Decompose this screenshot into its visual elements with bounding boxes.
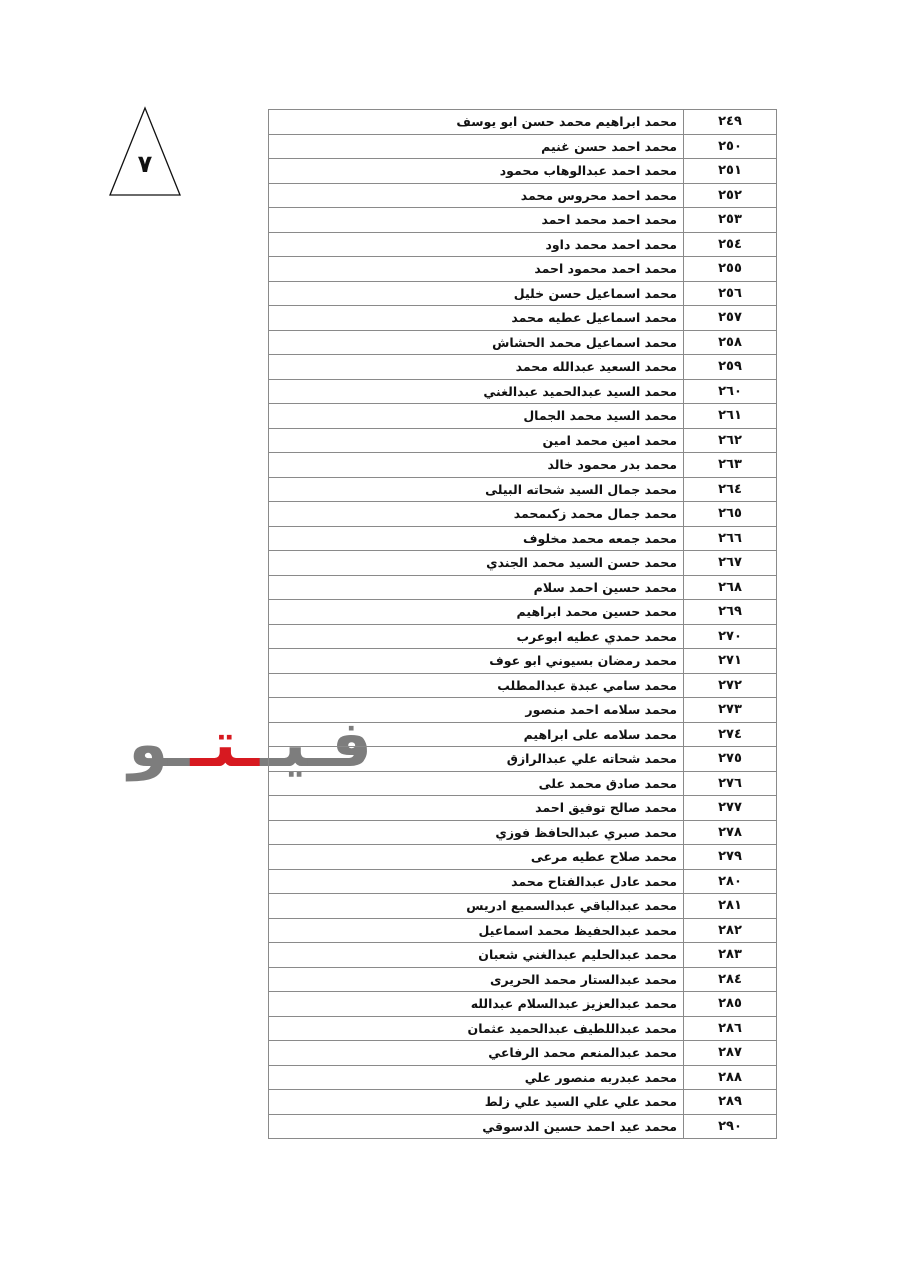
name-cell: محمد حسين محمد ابراهيم bbox=[269, 600, 684, 625]
name-cell: محمد جمال السيد شحاته البيلى bbox=[269, 477, 684, 502]
row-number-cell: ٢٨١ bbox=[684, 894, 777, 919]
page-number: ٧ bbox=[137, 150, 153, 178]
row-number-cell: ٢٧٤ bbox=[684, 722, 777, 747]
table-row bbox=[269, 673, 777, 698]
row-number-cell: ٢٦٠ bbox=[684, 379, 777, 404]
row-number-cell: ٢٧٦ bbox=[684, 771, 777, 796]
name-cell: محمد صبري عبدالحافظ فوزي bbox=[269, 820, 684, 845]
page-number-badge bbox=[108, 106, 182, 198]
row-number-cell: ٢٨٢ bbox=[684, 918, 777, 943]
table-row bbox=[269, 722, 777, 747]
table-row bbox=[269, 551, 777, 576]
name-cell: محمد حسن السيد محمد الجندي bbox=[269, 551, 684, 576]
name-cell: محمد عبدربه منصور علي bbox=[269, 1065, 684, 1090]
table-row bbox=[269, 281, 777, 306]
table-row bbox=[269, 1114, 777, 1139]
name-cell: محمد السيد محمد الجمال bbox=[269, 404, 684, 429]
row-number-cell: ٢٥٧ bbox=[684, 306, 777, 331]
table-row bbox=[269, 796, 777, 821]
name-cell: محمد سلامه احمد منصور bbox=[269, 698, 684, 723]
row-number-cell: ٢٦٢ bbox=[684, 428, 777, 453]
row-number-cell: ٢٨٥ bbox=[684, 992, 777, 1017]
row-number-cell: ٢٦٥ bbox=[684, 502, 777, 527]
name-cell: محمد احمد محمود احمد bbox=[269, 257, 684, 282]
name-cell: محمد عبدالحليم عبدالغني شعبان bbox=[269, 943, 684, 968]
table-row bbox=[269, 943, 777, 968]
name-cell: محمد عبدالمنعم محمد الرفاعي bbox=[269, 1041, 684, 1066]
name-cell: محمد احمد حسن غنيم bbox=[269, 134, 684, 159]
table-row bbox=[269, 477, 777, 502]
row-number-cell: ٢٦٧ bbox=[684, 551, 777, 576]
row-number-cell: ٢٨٠ bbox=[684, 869, 777, 894]
row-number-cell: ٢٨٣ bbox=[684, 943, 777, 968]
name-cell: محمد سلامه على ابراهيم bbox=[269, 722, 684, 747]
row-number-cell: ٢٦٤ bbox=[684, 477, 777, 502]
table-row bbox=[269, 257, 777, 282]
name-cell: محمد عادل عبدالفتاح محمد bbox=[269, 869, 684, 894]
table-row bbox=[269, 306, 777, 331]
name-cell: محمد سامي عبدة عبدالمطلب bbox=[269, 673, 684, 698]
row-number-cell: ٢٧٢ bbox=[684, 673, 777, 698]
row-number-cell: ٢٧٠ bbox=[684, 624, 777, 649]
row-number-cell: ٢٧٣ bbox=[684, 698, 777, 723]
table-row bbox=[269, 159, 777, 184]
row-number-cell: ٢٥٩ bbox=[684, 355, 777, 380]
table-row bbox=[269, 379, 777, 404]
table-row bbox=[269, 771, 777, 796]
table-row bbox=[269, 134, 777, 159]
table-row bbox=[269, 918, 777, 943]
name-cell: محمد احمد محمد احمد bbox=[269, 208, 684, 233]
watermark-logo: فـيــتــو bbox=[128, 708, 372, 782]
table-row bbox=[269, 1090, 777, 1115]
name-cell: محمد السيد عبدالحميد عبدالغني bbox=[269, 379, 684, 404]
table-row bbox=[269, 526, 777, 551]
table-row bbox=[269, 820, 777, 845]
names-table bbox=[268, 109, 777, 1139]
row-number-cell: ٢٨٦ bbox=[684, 1016, 777, 1041]
table-row bbox=[269, 869, 777, 894]
table-row bbox=[269, 453, 777, 478]
name-cell: محمد عيد احمد حسين الدسوقي bbox=[269, 1114, 684, 1139]
name-cell: محمد عبدالعزيز عبدالسلام عبدالله bbox=[269, 992, 684, 1017]
row-number-cell: ٢٦٨ bbox=[684, 575, 777, 600]
row-number-cell: ٢٥١ bbox=[684, 159, 777, 184]
table-row bbox=[269, 600, 777, 625]
name-cell: محمد علي علي السيد علي زلط bbox=[269, 1090, 684, 1115]
table-row bbox=[269, 624, 777, 649]
table-row bbox=[269, 183, 777, 208]
row-number-cell: ٢٥٢ bbox=[684, 183, 777, 208]
name-cell: محمد حسين احمد سلام bbox=[269, 575, 684, 600]
table-row bbox=[269, 1065, 777, 1090]
row-number-cell: ٢٦٦ bbox=[684, 526, 777, 551]
names-table-body bbox=[269, 110, 777, 1139]
row-number-cell: ٢٥٦ bbox=[684, 281, 777, 306]
name-cell: محمد صلاح عطيه مرعى bbox=[269, 845, 684, 870]
table-row bbox=[269, 404, 777, 429]
row-number-cell: ٢٨٤ bbox=[684, 967, 777, 992]
row-number-cell: ٢٥٠ bbox=[684, 134, 777, 159]
table-row bbox=[269, 232, 777, 257]
table-row bbox=[269, 992, 777, 1017]
table-row bbox=[269, 1016, 777, 1041]
row-number-cell: ٢٧١ bbox=[684, 649, 777, 674]
name-cell: محمد ابراهيم محمد حسن ابو يوسف bbox=[269, 110, 684, 135]
row-number-cell: ٢٦١ bbox=[684, 404, 777, 429]
name-cell: محمد جمال محمد زكىمحمد bbox=[269, 502, 684, 527]
table-row bbox=[269, 649, 777, 674]
row-number-cell: ٢٦٣ bbox=[684, 453, 777, 478]
name-cell: محمد حمدي عطيه ابوعرب bbox=[269, 624, 684, 649]
row-number-cell: ٢٨٩ bbox=[684, 1090, 777, 1115]
table-row bbox=[269, 967, 777, 992]
name-cell: محمد اسماعيل حسن خليل bbox=[269, 281, 684, 306]
table-row bbox=[269, 698, 777, 723]
table-row bbox=[269, 355, 777, 380]
name-cell: محمد بدر محمود خالد bbox=[269, 453, 684, 478]
row-number-cell: ٢٤٩ bbox=[684, 110, 777, 135]
name-cell: محمد عبدالباقي عبدالسميع ادريس bbox=[269, 894, 684, 919]
name-cell: محمد عبداللطيف عبدالحميد عثمان bbox=[269, 1016, 684, 1041]
row-number-cell: ٢٥٨ bbox=[684, 330, 777, 355]
table-row bbox=[269, 747, 777, 772]
name-cell: محمد اسماعيل عطيه محمد bbox=[269, 306, 684, 331]
name-cell: محمد صالح توفيق احمد bbox=[269, 796, 684, 821]
name-cell: محمد رمضان بسيوني ابو عوف bbox=[269, 649, 684, 674]
table-row bbox=[269, 894, 777, 919]
row-number-cell: ٢٧٥ bbox=[684, 747, 777, 772]
row-number-cell: ٢٧٩ bbox=[684, 845, 777, 870]
row-number-cell: ٢٨٧ bbox=[684, 1041, 777, 1066]
row-number-cell: ٢٥٣ bbox=[684, 208, 777, 233]
table-row bbox=[269, 845, 777, 870]
name-cell: محمد صادق محمد على bbox=[269, 771, 684, 796]
table-row bbox=[269, 110, 777, 135]
name-cell: محمد السعيد عبدالله محمد bbox=[269, 355, 684, 380]
name-cell: محمد امين محمد امين bbox=[269, 428, 684, 453]
row-number-cell: ٢٨٨ bbox=[684, 1065, 777, 1090]
table-row bbox=[269, 502, 777, 527]
name-cell: محمد عبدالحفيظ محمد اسماعيل bbox=[269, 918, 684, 943]
row-number-cell: ٢٦٩ bbox=[684, 600, 777, 625]
table-row bbox=[269, 575, 777, 600]
name-cell: محمد جمعه محمد مخلوف bbox=[269, 526, 684, 551]
name-cell: محمد اسماعيل محمد الحشاش bbox=[269, 330, 684, 355]
name-cell: محمد احمد عبدالوهاب محمود bbox=[269, 159, 684, 184]
name-cell: محمد احمد محروس محمد bbox=[269, 183, 684, 208]
name-cell: محمد شحاته علي عبدالرازق bbox=[269, 747, 684, 772]
table-row bbox=[269, 330, 777, 355]
row-number-cell: ٢٧٧ bbox=[684, 796, 777, 821]
row-number-cell: ٢٥٤ bbox=[684, 232, 777, 257]
row-number-cell: ٢٧٨ bbox=[684, 820, 777, 845]
table-row bbox=[269, 208, 777, 233]
row-number-cell: ٢٥٥ bbox=[684, 257, 777, 282]
row-number-cell: ٢٩٠ bbox=[684, 1114, 777, 1139]
name-cell: محمد عبدالستار محمد الحريرى bbox=[269, 967, 684, 992]
table-row bbox=[269, 428, 777, 453]
table-row bbox=[269, 1041, 777, 1066]
name-cell: محمد احمد محمد داود bbox=[269, 232, 684, 257]
